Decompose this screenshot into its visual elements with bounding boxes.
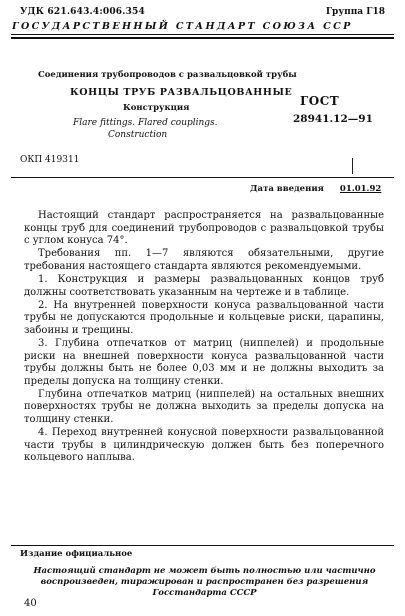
- paragraph-clause-4: 4. Переход внутренней конусной поверхности развальцованной части трубы в цилиндрическую должен быть без поперечного кольцевого наплыва.: [24, 427, 384, 464]
- paragraph-clause-1: 1. Конструкция и размеры развальцованных концов труб должны соответствовать указанным на чертеже и в таблице.: [24, 273, 384, 298]
- section-rule: [11, 177, 394, 178]
- group-code: Группа Г18: [325, 7, 385, 17]
- paragraph-clause-3: 3. Глубина отпечатков от матриц (ниппелей) и продольные риски на внешней поверхности конуса развальцованной части трубы должны быть не более 0,03 мм и не должны выходить за пределы допуска на толщину стенки.: [24, 337, 384, 387]
- footer-rule: [11, 545, 394, 546]
- introduction-date-value: 01.01.92: [339, 184, 382, 194]
- header-rule-thick: [11, 37, 394, 39]
- state-standard-heading: ГОСУДАРСТВЕННЫЙ СТАНДАРТ СОЮЗА ССР: [12, 21, 353, 32]
- document-subtitle: Соединения трубопроводов с развальцовкой трубы: [38, 70, 297, 80]
- paragraph-scope: Настоящий стандарт распространяется на развальцованные концы труб для соединений трубопроводов с развальцовкой трубы с углом конуса 74°.: [24, 210, 384, 247]
- paragraph-clause-3-continued: Глубина отпечатков матриц (ниппелей) на остальных внешних поверхностях трубы не должна выходить за пределы допуска на толщину стенки.: [24, 388, 384, 425]
- copyright-notice: Настоящий стандарт не может быть полностью или частично воспроизведен, тиражирован и распространен без разрешения Госстандарта СССР: [33, 566, 376, 598]
- gost-number: 28941.12—91: [293, 113, 373, 125]
- construction-label: Конструкция: [123, 103, 190, 113]
- english-title-line2: Construction: [108, 130, 168, 140]
- official-edition-label: Издание официальное: [20, 549, 133, 559]
- paragraph-clause-2: 2. На внутренней поверхности конуса развальцованной части трубы не допускаются продольные и кольцевые риски, царапины, забоины и трещины.: [24, 299, 384, 336]
- header-rule-thin: [11, 34, 394, 35]
- paragraph-requirements: Требования пп. 1—7 являются обязательными, другие требования настоящего стандарта являются рекомендуемыми.: [24, 248, 384, 272]
- gost-label: ГОСТ: [300, 94, 340, 108]
- introduction-date: [250, 184, 381, 194]
- vertical-divider: [352, 158, 353, 174]
- body-text: [24, 210, 384, 465]
- document-title: КОНЦЫ ТРУБ РАЗВАЛЬЦОВАННЫЕ: [70, 87, 293, 98]
- udk-code: УДК 621.643.4:006.354: [20, 7, 145, 17]
- page-number: 40: [24, 598, 37, 609]
- introduction-date-label: Дата введения: [250, 184, 324, 194]
- english-title-line1: Flare fittings. Flared couplings.: [73, 118, 218, 128]
- okp-code: ОКП 419311: [20, 155, 80, 165]
